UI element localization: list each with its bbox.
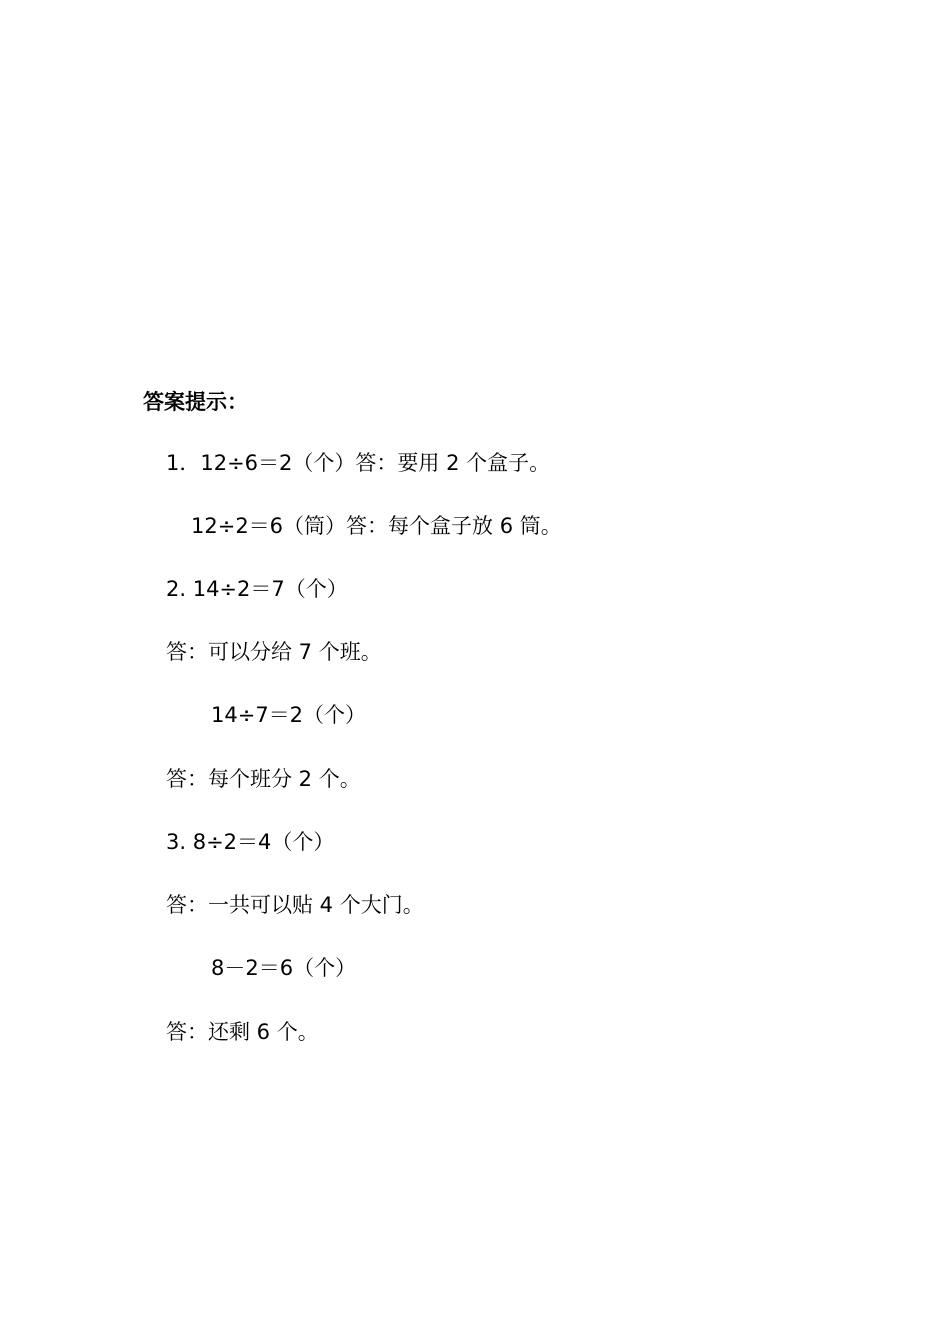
answer-line-2: 12÷2＝6（筒）答：每个盒子放 6 筒。 [191, 514, 562, 538]
answer-line-1: 1．12÷6＝2（个）答：要用 2 个盒子。 [166, 451, 551, 475]
answer-line-9: 8－2＝6（个） [211, 956, 357, 980]
answer-line-5: 14÷7＝2（个） [211, 703, 367, 727]
answer-line-8: 答：一共可以贴 4 个大门。 [166, 893, 424, 917]
answer-line-7: 3. 8÷2＝4（个） [166, 830, 335, 854]
answer-hints-heading: 答案提示： [143, 390, 248, 414]
answer-line-3: 2. 14÷2＝7（个） [166, 577, 348, 601]
answer-line-6: 答：每个班分 2 个。 [166, 767, 361, 791]
answer-line-10: 答：还剩 6 个。 [166, 1020, 319, 1044]
answer-line-4: 答：可以分给 7 个班。 [166, 640, 382, 664]
